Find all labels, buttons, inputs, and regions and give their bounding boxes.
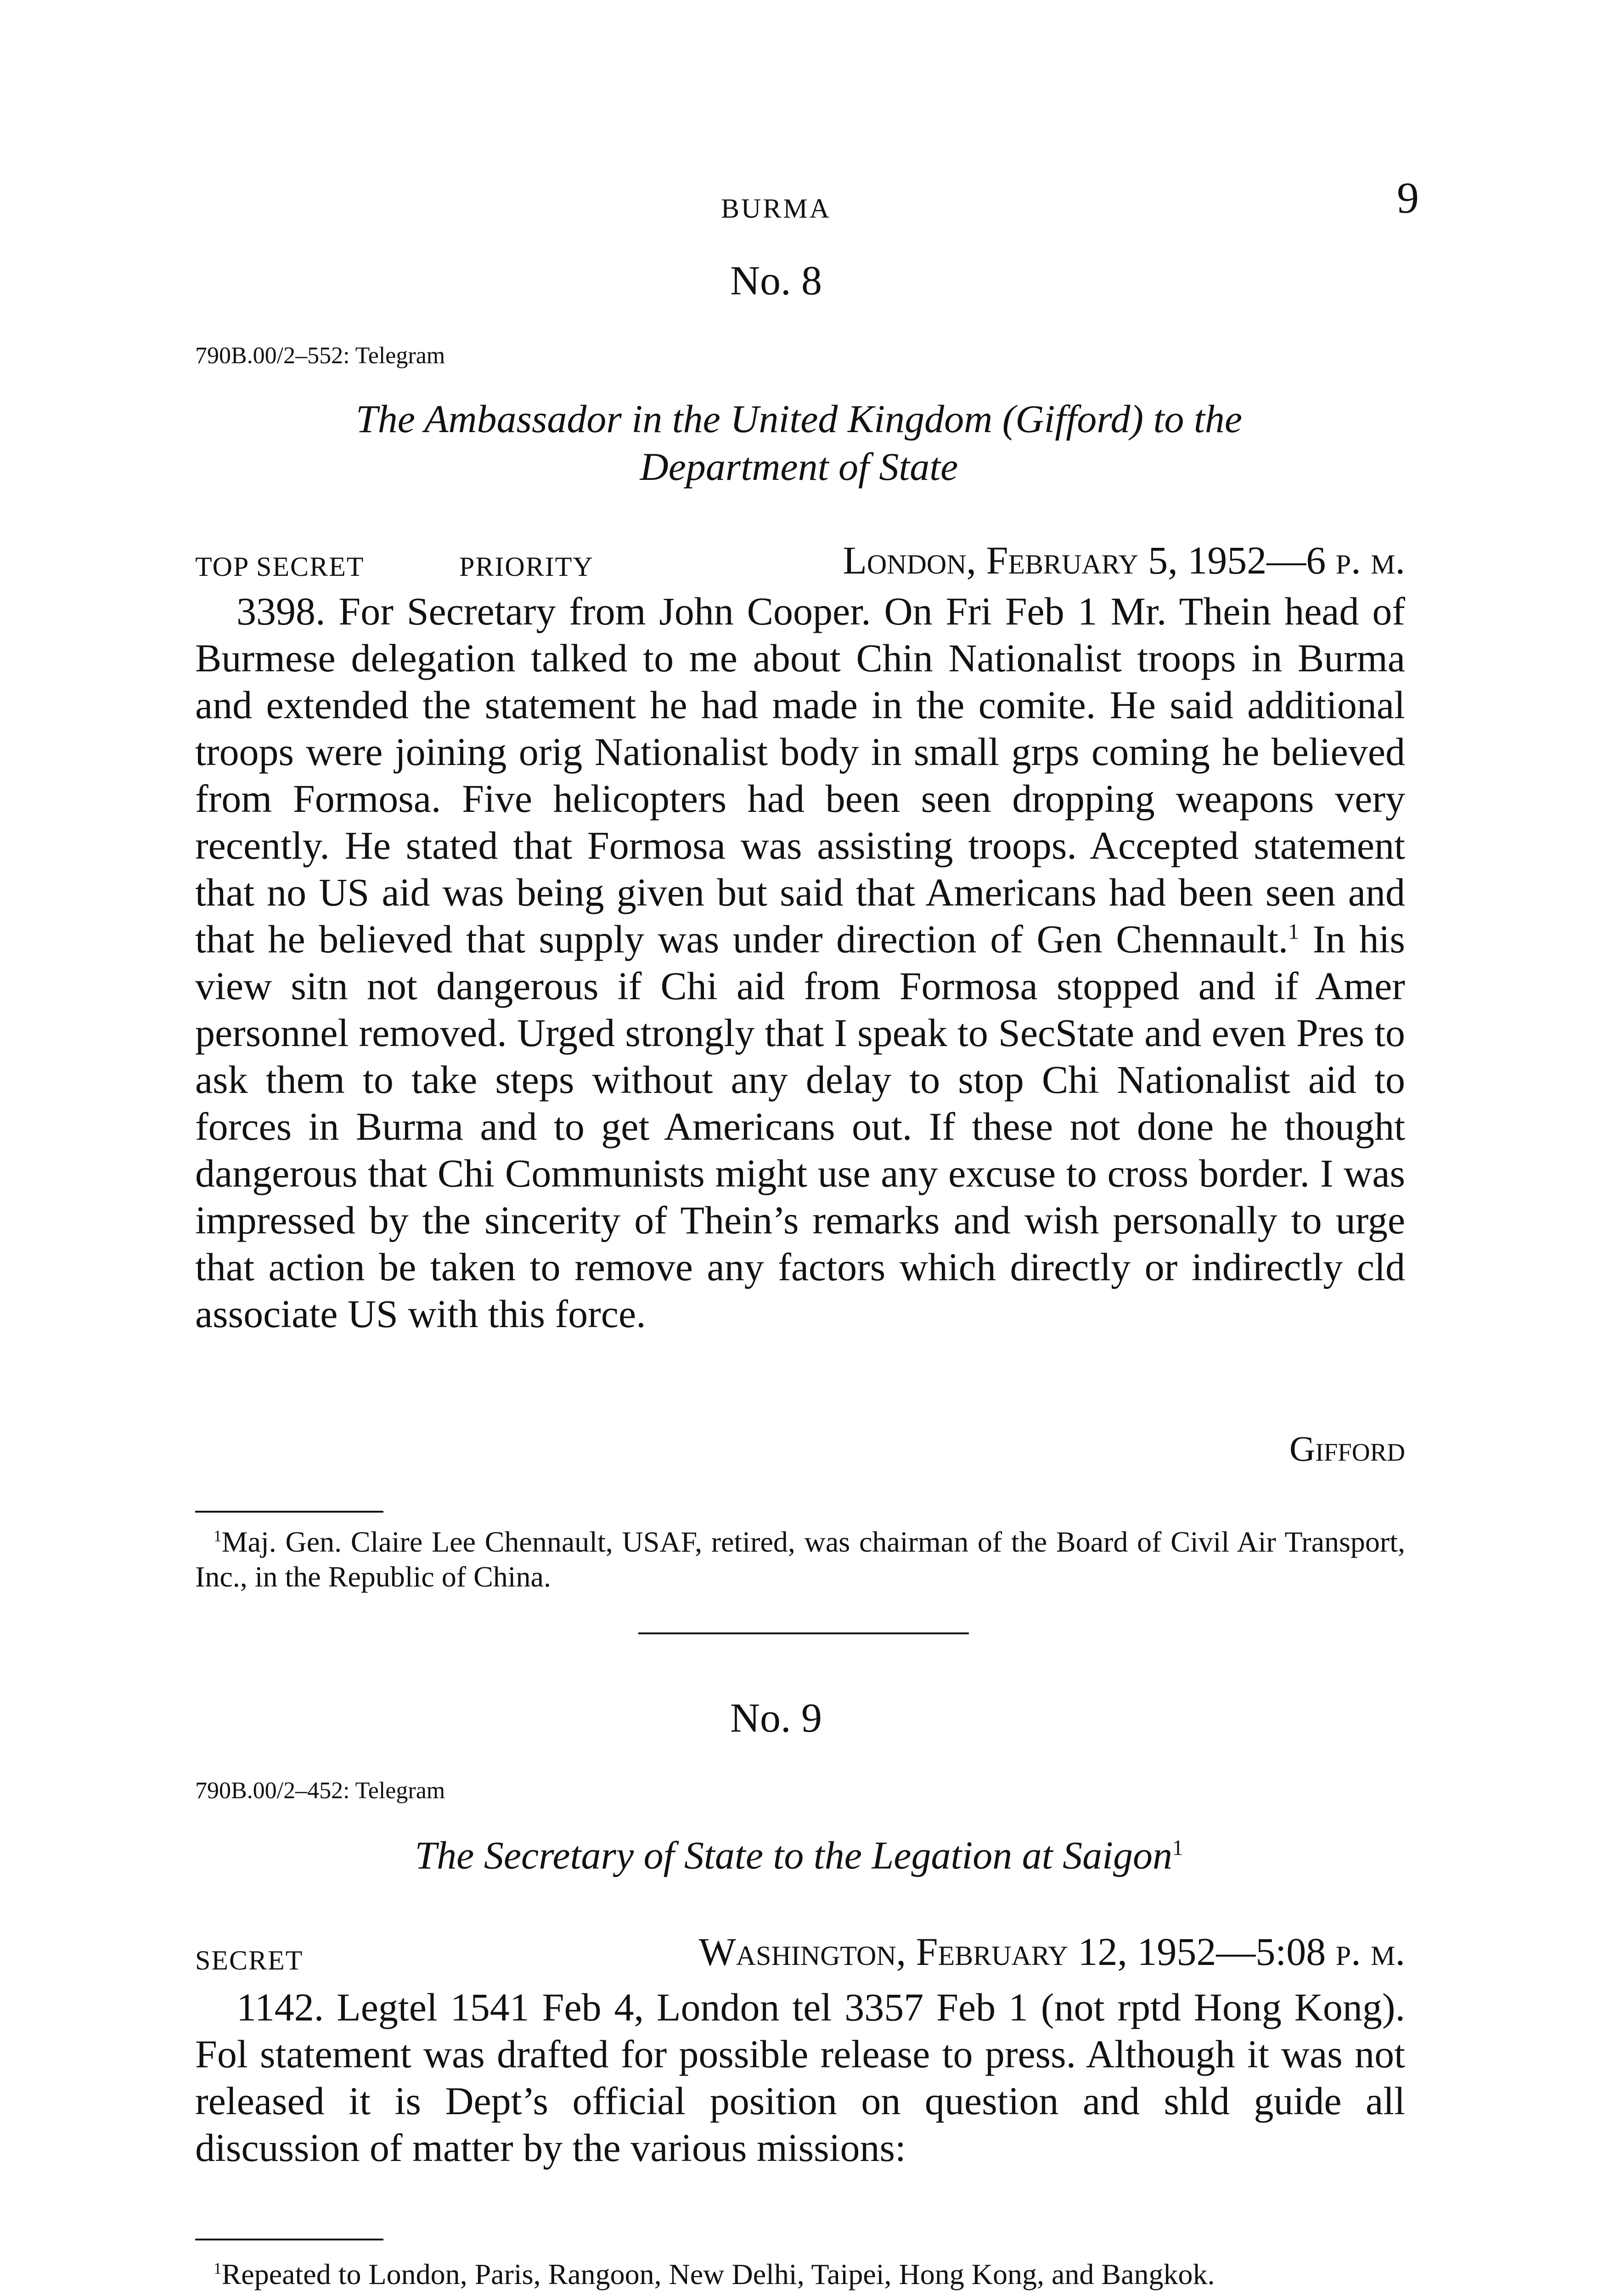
doc8-body — [195, 588, 1405, 1337]
running-title: BURMA — [720, 193, 832, 224]
doc8-footnote-text: Maj. Gen. Claire Lee Chennault, USAF, retired, was chairman of the Board of Civil Air Transport, Inc., in the Republic of China. — [195, 1525, 1405, 1593]
doc9-footnote-text: Repeated to London, Paris, Rangoon, New Delhi, Taipei, Hong Kong, and Bangkok. — [221, 2258, 1215, 2290]
doc8-file-ref: 790B.00/2–552: Telegram — [195, 343, 445, 369]
doc9-title-note-marker: 1 — [1172, 1836, 1183, 1860]
doc8-footnote — [195, 1525, 1405, 1594]
doc9-footnote-marker: 1 — [214, 2259, 222, 2278]
footnote-divider — [195, 1511, 383, 1513]
doc9-title-text: The Secretary of State to the Legation at Saigon — [415, 1833, 1173, 1877]
doc9-number: No. 9 — [730, 1695, 822, 1741]
doc8-classification: TOP SECRET — [195, 551, 365, 582]
doc8-title-line1: The Ambassador in the United Kingdom (Gifford) to the — [355, 397, 1243, 441]
doc8-note-marker: 1 — [1288, 920, 1299, 944]
doc9-title — [193, 1832, 1405, 1878]
doc9-footnote-divider — [195, 2239, 383, 2240]
doc9-dateline: Washington, February 12, 1952—5:08 p. m. — [698, 1930, 1405, 1974]
doc9-file-ref: 790B.00/2–452: Telegram — [195, 1778, 445, 1804]
doc8-title — [193, 395, 1405, 490]
doc8-title-line2: Department of State — [640, 445, 958, 489]
doc9-body: 1142. Legtel 1541 Feb 4, London tel 3357 Feb 1 (not rptd Hong Kong). Fol statement was drafted for possible release to press. Although it was not released it is Dept’s official position on question and shld guide all discussion of matter by the various missions: — [195, 1985, 1405, 2170]
doc8-dateline: London, February 5, 1952—6 p. m. — [843, 538, 1405, 582]
document-separator — [638, 1632, 969, 1634]
doc8-body-part1: 3398. For Secretary from John Cooper. On Fri Feb 1 Mr. Thein head of Burmese delegation talked to me about Chin Nationalist troops in Burma and extended the statement he had made in the comite. He said additional troops were joining orig Nationalist body in small grps coming he believed from Formosa. Five helicopters had been seen dropping weapons very recently. He stated that Formosa was assisting troops. Accepted statement that no US aid was being given but said that Americans had been seen and that he believed that supply was under direction of Gen Chennault. — [195, 589, 1405, 961]
doc9-footnote — [195, 2257, 1405, 2292]
doc8-priority: PRIORITY — [459, 551, 594, 582]
doc8-signature: Gifford — [1289, 1429, 1405, 1469]
page-number: 9 — [1397, 173, 1419, 222]
doc8-footnote-marker: 1 — [214, 1527, 222, 1545]
doc9-classification: SECRET — [195, 1945, 304, 1975]
doc8-body-part2: In his view sitn not dangerous if Chi aid from Formosa stopped and if Amer personnel removed. Urged strongly that I speak to SecState and even Pres to ask them to take steps without any delay to stop Chi Nationalist aid to forces in Burma and to get Americans out. If these not done he thought dangerous that Chi Communists might use any excuse to cross border. I was impressed by the sincerity of Thein’s remarks and wish personally to urge that action be taken to remove any factors which directly or indirectly cld associate US with this force. — [195, 917, 1405, 1336]
doc8-number: No. 8 — [730, 258, 822, 304]
